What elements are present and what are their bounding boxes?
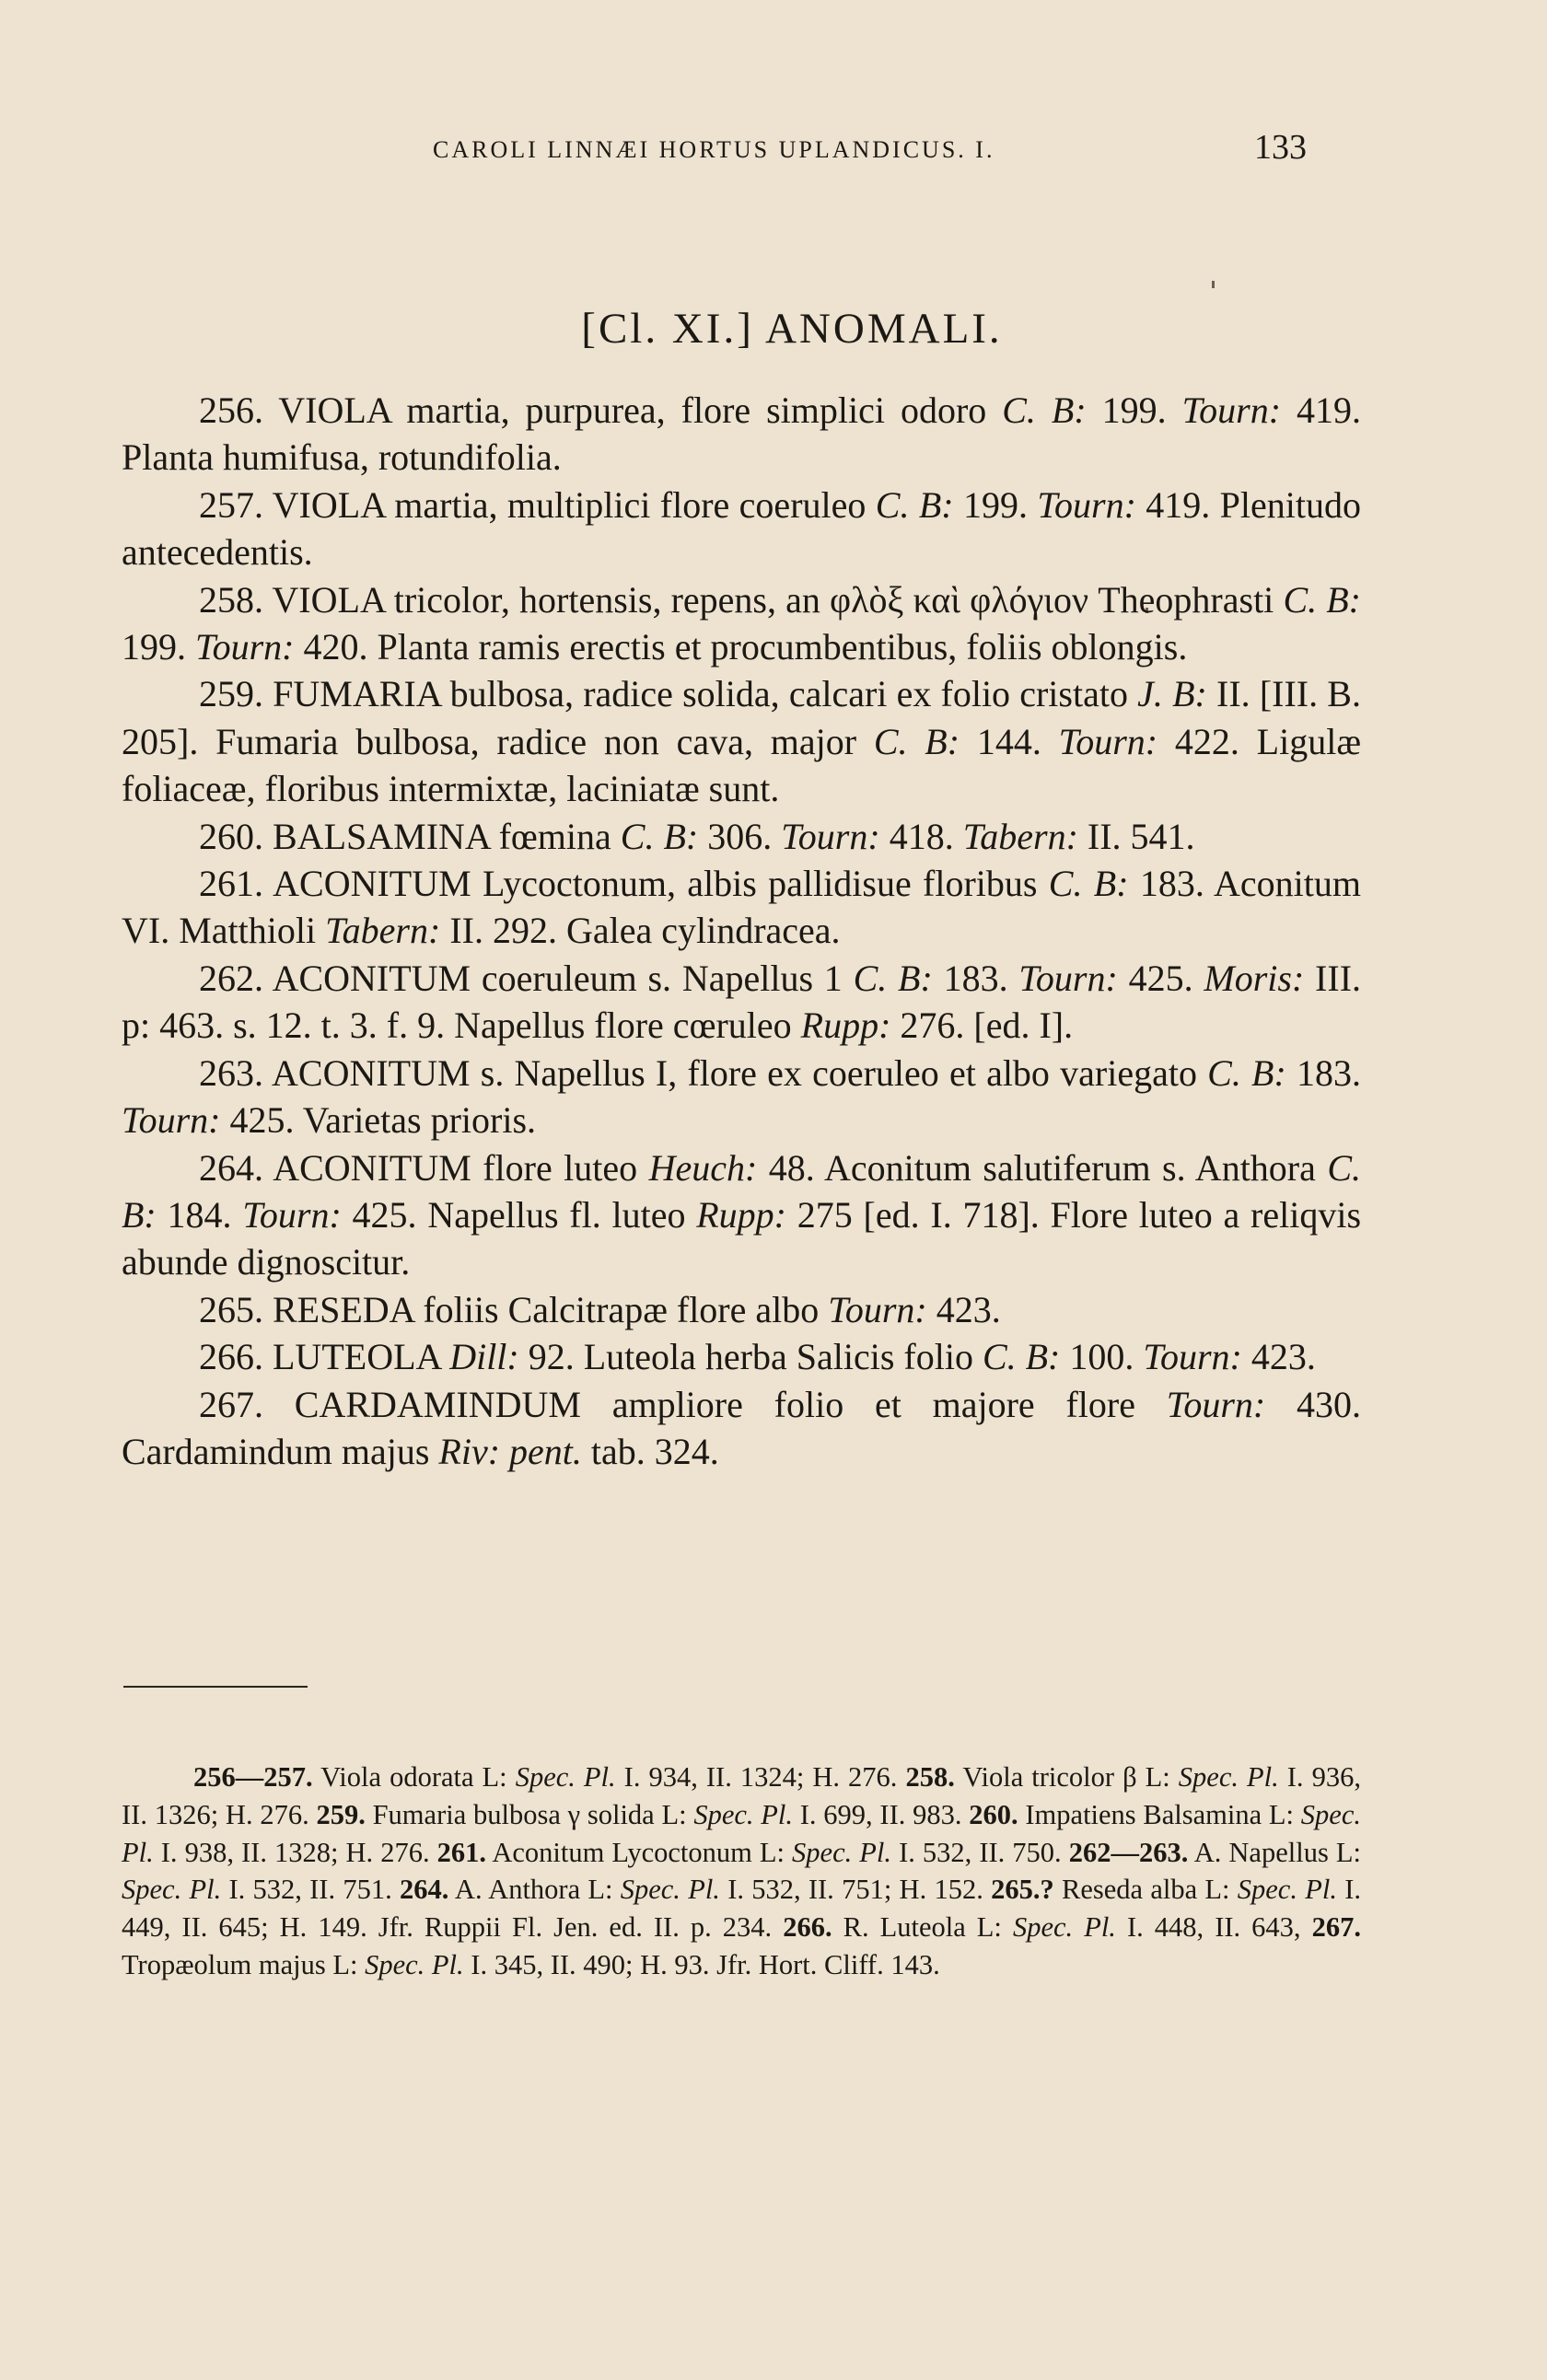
text-run: tab. 324.	[581, 1430, 719, 1472]
citation-abbrev: Tourn:	[122, 1099, 221, 1142]
entry-261	[122, 860, 1361, 955]
entry-265	[122, 1286, 1361, 1333]
text-run: I. 345, II. 490; H. 93. Jfr. Hort. Cliff. 143.	[463, 1948, 940, 1980]
text-run: 276. [ed. I].	[890, 1004, 1074, 1047]
entry-256	[122, 387, 1361, 482]
text-run: 275 [ed. I. 718]. Flore luteo a reliqvis abunde dignoscitur.	[122, 1193, 1362, 1283]
text-run: 261. ACONITUM Lycoctonum, albis pallidisue floribus	[199, 863, 1049, 905]
text-run: 256. VIOLA martia, purpurea, flore simplici odoro	[199, 389, 1003, 431]
text-run: Viola tricolor β L:	[954, 1761, 1179, 1793]
citation-abbrev: Spec. Pl.	[1237, 1874, 1337, 1906]
citation-abbrev: Tourn:	[1166, 1383, 1266, 1425]
text-run: 430. Cardamindum majus	[122, 1383, 1361, 1472]
entry-258	[122, 576, 1361, 671]
citation-abbrev: Spec. Pl.	[620, 1874, 720, 1906]
citation-abbrev: C. B:	[982, 1336, 1061, 1378]
text-run: 183.	[932, 957, 1019, 999]
text-run: I. 532, II. 750.	[891, 1836, 1069, 1868]
citation-abbrev: Riv: pent.	[438, 1430, 582, 1472]
entry-259	[122, 670, 1361, 812]
citation-abbrev: Tourn:	[1143, 1336, 1242, 1378]
citation-abbrev: C. B:	[1002, 389, 1087, 431]
entry-list	[122, 387, 1361, 1475]
section-title: [Cl. XI.] ANOMALI.	[581, 305, 1003, 353]
text-run: 48. Aconitum salutiferum s. Anthora	[757, 1146, 1328, 1189]
text-run: 100.	[1060, 1336, 1144, 1378]
footnote-ref: 260.	[969, 1798, 1018, 1830]
citation-abbrev: C. B:	[620, 815, 699, 857]
footnote-ref: 265.?	[991, 1874, 1054, 1906]
text-run: 425.	[1117, 957, 1204, 999]
citation-abbrev: Spec. Pl.	[365, 1948, 464, 1980]
text-run: II. 541.	[1077, 815, 1195, 857]
text-run: I. 934, II. 1324; H. 276.	[615, 1761, 906, 1793]
entry-263	[122, 1050, 1361, 1144]
citation-abbrev: C. B:	[853, 957, 933, 999]
text-run: 199.	[1086, 389, 1182, 431]
entry-260	[122, 813, 1361, 860]
entry-264	[122, 1144, 1361, 1286]
text-run: 259. FUMARIA bulbosa, radice solida, calcari ex folio cristato	[199, 673, 1138, 715]
text-run: 260. BALSAMINA fœmina	[199, 815, 621, 857]
footnote-ref: 267.	[1311, 1911, 1361, 1944]
citation-abbrev: Heuch:	[648, 1146, 758, 1189]
footnote-ref: 259.	[316, 1798, 366, 1830]
footnotes	[122, 1759, 1361, 1984]
citation-abbrev: C. B:	[1283, 578, 1362, 621]
entry-257	[122, 482, 1361, 576]
citation-abbrev: C. B:	[875, 483, 954, 526]
citation-abbrev: C. B:	[1048, 863, 1129, 905]
citation-abbrev: Dill:	[449, 1336, 519, 1378]
text-run: Impatiens Balsamina L:	[1018, 1798, 1301, 1830]
text-run: 199.	[122, 626, 195, 668]
text-run: I. 532, II. 751.	[221, 1874, 400, 1906]
citation-abbrev: Tourn:	[242, 1193, 342, 1236]
citation-abbrev: Tourn:	[781, 815, 880, 857]
footnote-ref: 266.	[783, 1911, 832, 1944]
text-run: I. 532, II. 751; H. 152.	[719, 1874, 992, 1906]
text-run: 183.	[1285, 1051, 1361, 1094]
text-run: 264. ACONITUM flore luteo	[199, 1146, 649, 1189]
text-run: 418.	[879, 815, 963, 857]
citation-abbrev: Tourn:	[1058, 720, 1158, 762]
citation-abbrev: Spec. Pl.	[693, 1798, 794, 1830]
text-run: Fumaria bulbosa γ solida L:	[365, 1798, 694, 1830]
footnote-ref: 264.	[399, 1874, 449, 1906]
citation-abbrev: Rupp:	[696, 1193, 786, 1236]
text-run: 258. VIOLA tricolor, hortensis, repens, an φλὸξ καὶ φλόγιον Theophrasti	[199, 578, 1284, 621]
text-run: Reseda alba L:	[1053, 1874, 1238, 1906]
text-run: 263. ACONITUM s. Napellus I, flore ex coeruleo et albo variegato	[199, 1051, 1208, 1094]
text-run: 423.	[926, 1288, 1001, 1330]
text-run: Viola odorata L:	[312, 1761, 516, 1793]
text-run: II. 292. Galea cylindracea.	[440, 910, 841, 952]
citation-abbrev: Spec. Pl.	[1012, 1911, 1116, 1944]
page-number: 133	[1254, 128, 1307, 167]
text-run: 184.	[156, 1193, 243, 1236]
text-run: I. 936, II. 1326; H. 276.	[122, 1761, 1361, 1830]
citation-abbrev: Tabern:	[325, 910, 441, 952]
footnote-ref: 262—263.	[1068, 1836, 1189, 1868]
citation-abbrev: Tourn:	[195, 626, 295, 668]
citation-abbrev: Spec. Pl.	[515, 1761, 616, 1793]
text-run: Aconitum Lycoctonum L:	[486, 1836, 793, 1868]
text-run: 425. Varietas prioris.	[220, 1099, 537, 1142]
footnote-ref: 261.	[436, 1836, 486, 1868]
entry-267	[122, 1381, 1361, 1476]
text-run: 262. ACONITUM coeruleum s. Napellus 1	[199, 957, 854, 999]
citation-abbrev: Moris:	[1204, 957, 1305, 999]
text-run: 257. VIOLA martia, multiplici flore coeruleo	[199, 483, 876, 526]
text-run: R. Luteola L:	[832, 1911, 1013, 1944]
text-run: 420. Planta ramis erectis et procumbentibus, foliis oblongis.	[294, 626, 1188, 668]
entry-262	[122, 955, 1361, 1050]
text-run: I. 448, II. 643,	[1115, 1911, 1312, 1944]
citation-abbrev: Spec. Pl.	[122, 1798, 1361, 1868]
text-run: 144.	[960, 720, 1059, 762]
text-run: 422. Ligulæ foliaceæ, floribus intermixtæ, laciniatæ sunt.	[122, 720, 1362, 810]
citation-abbrev: J. B:	[1137, 673, 1207, 715]
text-run: 266. LUTEOLA	[199, 1336, 450, 1378]
text-run: A. Anthora L:	[448, 1874, 621, 1906]
text-run: I. 449, II. 645; H. 149. Jfr. Ruppii Fl. Jen. ed. II. p. 234.	[122, 1874, 1361, 1944]
citation-abbrev: C. B:	[1207, 1051, 1286, 1094]
print-mark	[1212, 281, 1215, 288]
footnote-ref: 256—257.	[193, 1761, 313, 1793]
text-run: 183. Aconitum VI. Matthioli	[122, 863, 1361, 952]
footnote-ref: 258.	[905, 1761, 955, 1793]
text-run: 423.	[1241, 1336, 1316, 1378]
citation-abbrev: Rupp:	[800, 1004, 891, 1047]
citation-abbrev: Tabern:	[962, 815, 1078, 857]
text-run: I. 938, II. 1328; H. 276.	[153, 1836, 437, 1868]
text-run: 425. Napellus fl. luteo	[341, 1193, 697, 1236]
citation-abbrev: Tourn:	[828, 1288, 927, 1330]
footnote-rule	[123, 1686, 308, 1688]
entry-266	[122, 1333, 1361, 1380]
running-head: CAROLI LINNÆI HORTUS UPLANDICUS. I.	[433, 136, 995, 163]
text-run: II. [III. B. 205]. Fumaria bulbosa, radice non cava, major	[122, 673, 1361, 762]
citation-abbrev: Tourn:	[1018, 957, 1118, 999]
text-run: 306.	[698, 815, 782, 857]
text-run: 199.	[953, 483, 1038, 526]
text-run: 265. RESEDA foliis Calcitrapæ flore albo	[199, 1288, 829, 1330]
citation-abbrev: Tourn:	[1037, 483, 1136, 526]
text-run: Tropæolum majus L:	[122, 1948, 366, 1980]
citation-abbrev: Spec. Pl.	[792, 1836, 892, 1868]
text-run: A. Napellus L:	[1188, 1836, 1361, 1868]
citation-abbrev: Tourn:	[1181, 389, 1282, 431]
text-run: III. p: 463. s. 12. t. 3. f. 9. Napellus flore cœruleo	[122, 957, 1362, 1047]
citation-abbrev: Spec. Pl.	[122, 1874, 222, 1906]
text-run: I. 699, II. 983.	[793, 1798, 970, 1830]
text-run: 267. CARDAMINDUM ampliore folio et majore flore	[199, 1383, 1167, 1425]
text-run: 92. Luteola herba Salicis folio	[518, 1336, 983, 1378]
citation-abbrev: C. B:	[873, 720, 960, 762]
citation-abbrev: C. B:	[122, 1146, 1362, 1236]
text-run: 419. Planta humifusa, rotundifolia.	[122, 389, 1362, 479]
citation-abbrev: Spec. Pl.	[1178, 1761, 1279, 1793]
text-run: 419. Plenitudo antecedentis.	[122, 483, 1362, 574]
